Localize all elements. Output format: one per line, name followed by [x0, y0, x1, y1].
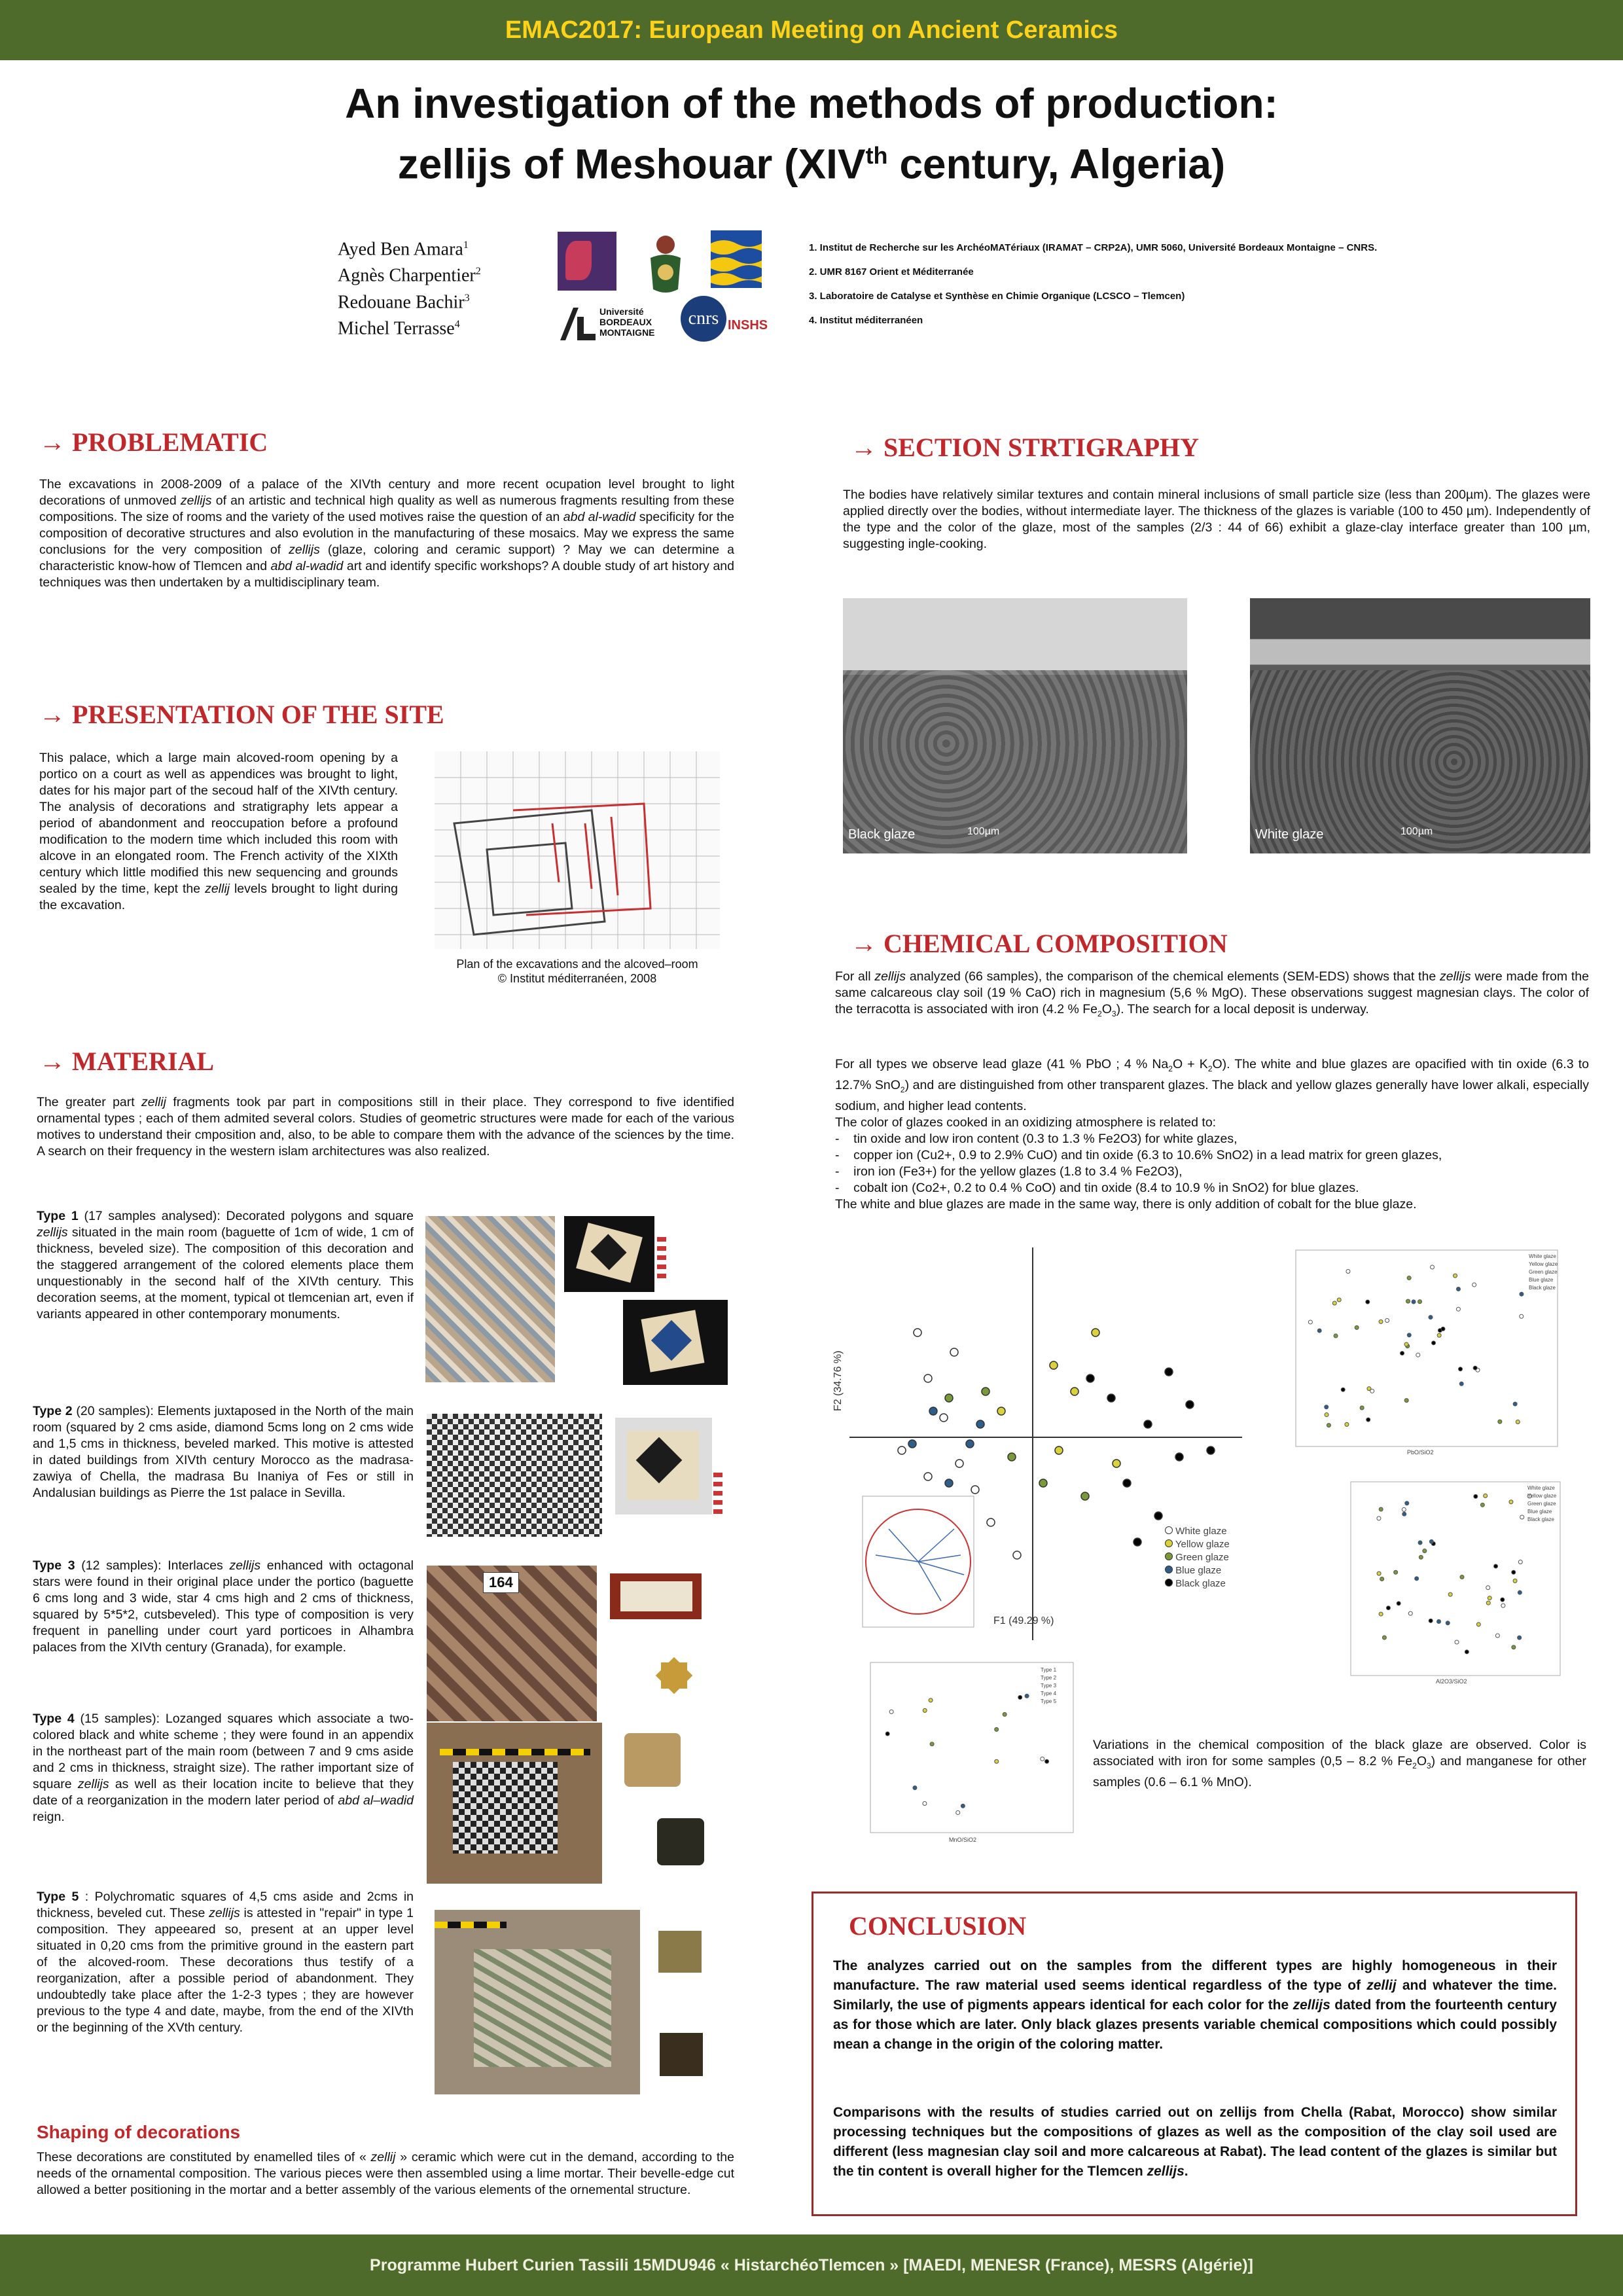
scatter-point [1366, 1418, 1370, 1422]
white-glaze-sem-image [1250, 598, 1590, 853]
scale-label: 100µm [1400, 826, 1433, 837]
title-line-2-a: zellijs of Meshouar (XIV [397, 140, 866, 188]
author: Redouane Bachir$^3$ [338, 291, 470, 312]
crest-logo [645, 232, 686, 297]
scatter-point [930, 1742, 934, 1746]
scatter-point [1355, 1325, 1359, 1329]
scatter-point [1498, 1420, 1502, 1424]
scatter-point [1018, 1695, 1022, 1699]
bordeaux-text: Université BORDEAUX MONTAIGNE [599, 306, 655, 338]
scatter-point [1516, 1420, 1520, 1424]
scatter-point [885, 1732, 889, 1736]
pca-point [950, 1348, 958, 1356]
bullet-item: - copper ion (Cu2+, 0.9 to 2.9% CuO) and tin oxide (6.3 to 10.6% SnO2) in a lead matrix for green glazes, [835, 1147, 1442, 1162]
pca-point [1165, 1368, 1173, 1376]
scatter-point [1317, 1329, 1321, 1333]
pca-point [929, 1407, 937, 1415]
bullet-item: - iron ion (Fe3+) for the yellow glazes (1.8 to 3.4 % Fe2O3), [835, 1164, 1183, 1179]
pca-point [987, 1518, 995, 1526]
scatter-point [1518, 1560, 1522, 1564]
bordeaux-montaigne-logo [558, 304, 670, 343]
scatter-point [1332, 1301, 1336, 1305]
scatter-point [1406, 1299, 1410, 1303]
affiliations [809, 242, 1594, 339]
pca-point [924, 1374, 932, 1382]
scatter-point [1405, 1501, 1409, 1505]
scatter-point [1484, 1494, 1488, 1498]
scatter-point [1509, 1500, 1513, 1504]
pca-point [1123, 1479, 1131, 1487]
scatter-point [1473, 1366, 1477, 1370]
scatter-point [1402, 1512, 1406, 1516]
bullet-item: - tin oxide and low iron content (0.3 to 1.3 % Fe2O3) for white glazes, [835, 1131, 1238, 1146]
title-line-1: An investigation of the methods of production: [345, 80, 1278, 127]
scatter-point [913, 1786, 917, 1790]
stratigraphy-heading: → SECTION STRTIGRAPHY [851, 433, 1200, 462]
type4-text: Type 4 (15 samples): Lozanged squares which associate a two-colored black and white scheme ; they were found in an appendix in the northeast part of the main room (between 7 and 9 cms aside and 2 cms in thickness, straight size). The rather important size of square zellijs as well as their location incite to believe that they date of a reorganization in the modern later period of abd al–wadid reign. [33, 1712, 414, 1824]
site-heading: → PRESENTATION OF THE SITE [39, 700, 444, 729]
scatter-point [1513, 1579, 1517, 1583]
type3-fragment-photo [610, 1573, 702, 1619]
pca-point [1107, 1394, 1115, 1402]
scatter-point [1366, 1300, 1370, 1304]
conclusion-p2: Comparisons with the results of studies carried out on zellijs from Chella (Rabat, Morocco) show similar processing techniques but the compositions of glazes as well as the composition of the clay soil used are different (less magnesian clay soil and more calcareous at Rabat). The lead content of the glazes is similar but the tin content is overall higher for the Tlemcen zellijs. [833, 2105, 1557, 2179]
scatter1-legend: White glaze Yellow glaze Green glaze Blue glaze Black glaze [1529, 1253, 1558, 1291]
pca-point [1071, 1388, 1079, 1395]
scatter-point [1520, 1515, 1524, 1519]
scatter-point [1379, 1319, 1383, 1323]
type5-text: Type 5 : Polychromatic squares of 4,5 cms aside and 2cms in thickness, beveled cut. These zellijs is attested in "repair" in type 1 composition. They appeeared so, present at an upper level situated in 0,20 cms from the primitive ground in the eastern part of the alcoved-room. These decorations thus testify of a reorganization, after a possible period of abandonment. They undoubtedly take place after the 1-2-3 types ; they are however previous to the type 4 and date, maybe, from the end of the XIVth or the beginning of the XVth century. [37, 1890, 414, 2035]
pca-legend [1165, 1525, 1230, 1590]
scatter-point [1480, 1503, 1484, 1507]
pca-point [924, 1473, 932, 1480]
scatter-point [1455, 1640, 1459, 1644]
scatter3-xlabel: MnO/SiO2 [949, 1837, 977, 1843]
type5-fragment-photo [652, 2026, 711, 2083]
title-sup: th [865, 142, 888, 169]
author: Agnès Charpentier$^2$ [338, 265, 481, 286]
black-glaze-sem-image [843, 598, 1187, 853]
problematic-heading: → PROBLEMATIC [39, 427, 268, 457]
scatter-point [995, 1727, 999, 1731]
authors-list [338, 234, 481, 340]
scatter-point [1407, 1333, 1411, 1337]
pca-point [1092, 1329, 1099, 1336]
scatter-point [1394, 1570, 1398, 1574]
scatter-point [1412, 1300, 1416, 1304]
scatter-point [1446, 1621, 1450, 1625]
chemical-heading: → CHEMICAL COMPOSITION [851, 929, 1228, 958]
scatter-point [1402, 1507, 1406, 1511]
type2-fragment-photo [615, 1418, 712, 1515]
scatter-point [1346, 1270, 1350, 1274]
scatter-point [1520, 1314, 1524, 1318]
pca-point [971, 1486, 979, 1494]
scatter-point [1441, 1327, 1445, 1331]
scatter-point [1045, 1759, 1049, 1763]
pca-point [982, 1388, 990, 1395]
bullet-list [835, 1131, 1589, 1196]
scatter-point [1423, 1549, 1427, 1553]
scatter-point [1415, 1577, 1419, 1581]
scatter-point [1476, 1623, 1480, 1626]
scatter-point [1385, 1319, 1389, 1323]
scatter-point [1416, 1353, 1420, 1357]
funding-footer-text: Programme Hubert Curien Tassili 15MDU946 « HistarchéoTlemcen » [MAEDI, MENESR (France), MESRS (Algérie)] [370, 2255, 1253, 2274]
pca-point [966, 1440, 974, 1448]
scatter-point [1382, 1636, 1386, 1640]
scatter-point [1345, 1422, 1349, 1426]
scatter-point [929, 1698, 933, 1702]
scatter-point [1486, 1601, 1490, 1605]
event-banner [0, 0, 1623, 60]
legend-item: Black glaze [1165, 1577, 1230, 1590]
legend-item: Green glaze [1165, 1551, 1230, 1564]
chemical-p1: For all zellijs analyzed (66 samples), the comparison of the chemical elements (SEM-EDS) shows that the zellijs were made from the same calcareous clay soil (19 % CaO) rich in magnesium (5,6 % MgO). These observations suggest magnesian clays. The color of the terracotta is associated with iron (4.2 % $Fe_2O_3$). The search for a local deposit is underway. [835, 969, 1589, 1018]
scatter-point [1460, 1575, 1464, 1579]
type4-fragment-photo [613, 1723, 694, 1797]
legend-item: Yellow glaze [1165, 1538, 1230, 1551]
pca-point [1086, 1374, 1094, 1382]
scatter-point [956, 1810, 960, 1814]
black-glaze-text: Variations in the chemical composition of the black glaze are observed. Color is associated with iron for some samples (0,5 – 8.2 % $Fe_2O_3$) and manganese for other samples (0.6 – 6.1 % MnO). [1093, 1738, 1587, 1789]
scatter-point [1325, 1405, 1329, 1409]
scale-bar [657, 1237, 666, 1283]
white-glaze-label: White glaze [1255, 827, 1324, 842]
bullet-item: - cobalt ion (Co2+, 0.2 to 0.4 % CoO) and tin oxide (8.4 to 10.9 % in SnO2) for blue glazes. [835, 1180, 1359, 1195]
scatter-na2o [1331, 1475, 1567, 1689]
scatter-point [1397, 1602, 1400, 1605]
affiliation: 1. Institut de Recherche sur les ArchéoMATériaux (IRAMAT – CRP2A), UMR 5060, Université Bordeaux Montaigne – CNRS. [809, 242, 1378, 253]
pca-point [955, 1460, 963, 1467]
scatter-point [1341, 1388, 1345, 1391]
scatter-point [1459, 1382, 1463, 1386]
pca-point [1050, 1361, 1058, 1369]
scatter3-legend: Type 1 Type 2 Type 3 Type 4 Type 5 [1041, 1667, 1057, 1704]
scatter-point [1419, 1555, 1423, 1559]
type2-text: Type 2 (20 samples): Elements juxtaposed in the North of the main room (squared by 2 cms aside, diamond 5cms long on 2 cms wide and 1,5 cms in thickness, beveled marked. This motive is attested in dated buildings from XIVth century Morocco as the madrasa-zawiya of Chella, the madrasa Bu Inaniya of Fes or still in Andalusian buildings as Pierre the 1st palace in Sevilla. [33, 1404, 414, 1500]
scatter-point [1404, 1399, 1408, 1403]
conclusion-box [812, 1892, 1577, 2216]
scatter-point [1429, 1619, 1433, 1623]
scale-label: 100µm [967, 826, 1000, 837]
pca-point [1133, 1538, 1141, 1546]
scatter2-xlabel: Al2O3/SiO2 [1436, 1678, 1467, 1685]
shaping-heading: Shaping of decorations [37, 2122, 241, 2142]
scatter-point [1327, 1424, 1330, 1427]
scatter-point [1334, 1334, 1338, 1338]
scatter-point [1474, 1494, 1478, 1498]
scatter-point [1386, 1606, 1390, 1610]
type1-fragment-photo [623, 1300, 728, 1385]
pca-ylabel: F2 (34.76 %) [832, 1350, 844, 1411]
pca-point [1081, 1492, 1089, 1500]
scatter-point [1003, 1712, 1007, 1716]
scatter-point [1429, 1316, 1433, 1319]
scatter-point [1418, 1541, 1422, 1545]
scatter-point [1494, 1564, 1498, 1568]
conclusion-p1: The analyzes carried out on the samples from the different types are highly homogeneous in their manufacture. The raw material used seems identical regardless of the type of zellij and whatever the time. Similarly, the use of pigments appears identical for each color for the zellijs dated from the fourteenth century as for those which are later. Only black glazes presents variable chemical compositions which could possibly mean a change in the origin of the coloring matter. [833, 1958, 1557, 2052]
sample-tag: 164 [483, 1572, 519, 1593]
scatter-point [1472, 1283, 1476, 1287]
material-heading: → MATERIAL [39, 1047, 215, 1076]
site-plan-image [435, 751, 720, 949]
scatter-point [1367, 1387, 1371, 1391]
type3-photo [427, 1566, 597, 1721]
scatter-point [1512, 1570, 1516, 1574]
type5-fragment-photo [652, 1924, 708, 1979]
scatter-point [1429, 1539, 1433, 1543]
cnrs-logo: cnrs [681, 296, 726, 342]
scatter-point [1025, 1694, 1029, 1698]
pca-point [914, 1329, 921, 1336]
type4-photo [427, 1723, 602, 1884]
type1-fragment-photo [564, 1216, 654, 1292]
scatter-point [1512, 1645, 1516, 1649]
author: Ayed Ben Amara$^1$ [338, 239, 469, 260]
scatter-point [1454, 1274, 1457, 1278]
legend-item: Blue glaze [1165, 1564, 1230, 1577]
affiliation: 4. Institut méditerranéen [809, 315, 923, 326]
scale-bar [713, 1473, 722, 1518]
scatter-point [1360, 1406, 1364, 1410]
orient-mediterranee-logo [558, 232, 616, 291]
scatter-point [1459, 1367, 1463, 1371]
scatter-point [1407, 1276, 1411, 1280]
chemical-p2: For all types we observe lead glaze (41 % PbO ; 4 % $Na_2O + K_2O$). The white and blue glazes are opacified with tin oxide (6.3 to 12.7% SnO$_2$) and are distinguished from other transparent glazes. The black and yellow glazes generally have lower alkali, especially sodium, and higher lead contents. The color of glazes cooked in an oxidizing atmosphere is related to: - tin oxide and low iron content (0.3 to 1.3 % Fe2O3) for white glazes, - copper ion (Cu2+, 0.9 to 2.9% CuO) and tin oxide (6.3 to 10.6% SnO2) in a lead matrix for green glazes, - iron ion (Fe3+) for the yellow glazes (1.8 to 3.4 % Fe2O3), - cobalt ion (Co2+, 0.2 to 0.4 % CoO) and tin oxide (8.4 to 10.9 % in SnO2) for blue glazes. The white and blue glazes are made in the same way, there is only addition of cobalt for the blue glaze. [835, 1057, 1589, 1211]
scatter-point [1437, 1620, 1441, 1624]
scatter2-legend: White glaze Yellow glaze Green glaze Blue glaze Black glaze [1527, 1485, 1557, 1522]
author: Michel Terrasse$^4$ [338, 318, 460, 339]
scatter-point [1456, 1287, 1460, 1291]
scatter1-xlabel: PbO/SiO2 [1407, 1449, 1434, 1456]
pca-point [1055, 1446, 1063, 1454]
scatter-point [1432, 1341, 1436, 1345]
pca-point [997, 1407, 1005, 1415]
title-line-2 [0, 130, 1623, 190]
pca-point [1186, 1401, 1194, 1408]
pca-point [1039, 1479, 1047, 1487]
scatter-point [1377, 1571, 1381, 1575]
scatter-point [1308, 1320, 1312, 1324]
tlemcen-logo [711, 230, 762, 288]
title-line-2-b: century, Algeria) [887, 140, 1226, 188]
scatter-point [923, 1708, 927, 1712]
poster-title [0, 77, 1623, 190]
scatter-point [1465, 1650, 1469, 1654]
shaping-text: These decorations are constituted by enamelled tiles of « zellij » ceramic which were cut in the demand, according to the needs of the ornamental composition. The various pieces were then assembled using a lime mortar. Their bevelle-edge cut allowed a better positioning in the mortar and a better assembly of the various elements of the ornemental structure. [37, 2150, 734, 2197]
pca-point [1113, 1460, 1120, 1467]
scatter-point [1041, 1757, 1044, 1761]
conclusion-heading: CONCLUSION [849, 1911, 1027, 1941]
type2-photo [427, 1414, 602, 1537]
pca-xlabel: F1 (49.29 %) [993, 1615, 1054, 1626]
scatter-point [1377, 1516, 1381, 1520]
pca-point [940, 1414, 948, 1422]
legend-item: White glaze [1165, 1525, 1230, 1538]
affiliation: 3. Laboratoire de Catalyse et Synthèse en Chimie Organique (LCSCO – Tlemcen) [809, 291, 1185, 302]
scatter-mno [844, 1656, 1086, 1852]
scatter-point [1456, 1307, 1460, 1311]
scatter-point [1513, 1402, 1517, 1406]
pca-point [1154, 1512, 1162, 1520]
chemical-p4: The white and blue glazes are made in the same way, there is only addition of cobalt for the blue glaze. [835, 1196, 1417, 1211]
event-banner-text: EMAC2017: European Meeting on Ancient Ceramics [505, 16, 1118, 44]
pca-point [908, 1440, 916, 1448]
pca-point [945, 1479, 953, 1487]
pca-point [1008, 1453, 1016, 1461]
scatter-point [1495, 1634, 1499, 1638]
site-text: This palace, which a large main alcoved-room opening by a portico on a court as well as appendices was brought to light, dates for his major part of the secoud half of the XIVth century. The analysis of decorations and stratigraphy lets appear a period of abandonment and reoccupation before a profound modification to the modern time which included this room with alcove in an elongated room. The French activity of the XIXth century which little modified this new sequencing and grounds sealed by the time, kept the zellij levels brought to light during the excavation. [39, 751, 398, 912]
pca-point [976, 1420, 984, 1428]
scatter-point [1379, 1507, 1383, 1511]
pca-chart [830, 1247, 1242, 1640]
scatter-point [1488, 1596, 1491, 1600]
scatter-point [1408, 1611, 1412, 1615]
stratigraphy-text: The bodies have relatively similar textures and contain mineral inclusions of small particle size (less than 200µm). The glazes were applied directly over the bodies, without intermediate layer. The thickness of the glazes is variable (100 to 450 µm). Independently of the type and the color of the glaze, most of the samples (2/3 : 44 of 66) exhibit a glaze-clay interface greater than 100 µm, suggesting ingle-cooking. [843, 488, 1590, 551]
scatter-point [1379, 1612, 1383, 1616]
funding-footer [0, 2234, 1623, 2296]
black-glaze-label: Black glaze [848, 827, 916, 842]
scatter-point [1404, 1342, 1408, 1346]
scatter-pbo [1276, 1244, 1564, 1460]
scatter-point [1501, 1598, 1505, 1602]
type5-photo [435, 1910, 640, 2094]
scatter-point [1518, 1590, 1522, 1594]
scatter-point [1448, 1592, 1452, 1596]
scatter-point [961, 1804, 965, 1808]
pca-point [898, 1446, 906, 1454]
type4-fragment-photo [648, 1809, 713, 1874]
scatter-point [1501, 1604, 1505, 1607]
affiliation: 2. UMR 8167 Orient et Méditerranée [809, 266, 974, 278]
site-plan-caption: Plan of the excavations and the alcoved–room © Institut méditerranéen, 2008 [456, 958, 698, 985]
scatter-point [1400, 1352, 1404, 1355]
scatter-point [1437, 1333, 1441, 1337]
type1-photo [425, 1216, 555, 1382]
inshs-logo: INSHS [728, 318, 768, 332]
pca-point [1207, 1446, 1215, 1454]
type1-text: Type 1 (17 samples analysed): Decorated polygons and square zellijs situated in the main room (baguette of 1cm of wide, 1 cm of thickness, beveled size). The composition of this decoration and the staggered arrangement of the colored elements place them unquestionably in the second half of the XIVth century. This decoration seems, at the moment, typical ot tlemcenian art, even if variants appeared in other contemporary monuments. [37, 1209, 414, 1321]
type3-star-photo [641, 1649, 707, 1702]
scatter-point [1337, 1298, 1341, 1302]
scatter-point [995, 1759, 999, 1763]
scatter-point [1431, 1265, 1435, 1269]
scatter-point [1418, 1300, 1422, 1304]
scatter-point [1520, 1292, 1524, 1296]
scatter-point [923, 1802, 927, 1806]
problematic-text: The excavations in 2008-2009 of a palace of the XIVth century and more recent ocupation level brought to light decorations of unmoved zellijs of an artistic and technical high quality as well as numerous fragments resulting from these compositions. The size of rooms and the variety of the used motives raise the question of an abd al-wadid specificity for the composition of decorative structures and also evolution in the manufacturing of these mosaics. May we express the same conclusions for the very composition of zellijs (glaze, coloring and ceramic support) ? May we can determine a characteristic know-how of Tlemcen and abd al-wadid art and identify specific workshops? A double study of art history and techniques was then undertaken by a multidisciplinary team. [39, 477, 735, 590]
scatter-point [1518, 1636, 1522, 1640]
type3-text: Type 3 (12 samples): Interlaces zellijs enhanced with octagonal stars were found in their original place under the portico (baguette 6 cms long and 3 wide, star 4 cms high and 2 cms of thickness, squared by 5*5*2, cutsbeveled). This type of composition is very frequent in panelling under court yard porticoes in Alhambra palaces from the XIVth century (Granada), for example. [33, 1558, 414, 1655]
scatter-point [1486, 1586, 1490, 1590]
material-intro: The greater part zellij fragments took par part in compositions still in their place. They correspond to five identified ornamental types ; each of them admited several colors. Studies of geometric structures were made for each of the various motives to understand their cmposition and, also, to be able to compare them with the advance of the sciences by the time. A search on their frequency in the western islam architectures was also realized. [37, 1095, 734, 1158]
pca-point [945, 1394, 953, 1402]
pca-point [1013, 1551, 1021, 1559]
scatter-point [1325, 1413, 1329, 1417]
scatter-point [889, 1710, 893, 1713]
pca-point [1144, 1420, 1152, 1428]
pca-point [1175, 1453, 1183, 1461]
chemical-p3: The color of glazes cooked in an oxidizing atmosphere is related to: [835, 1115, 1217, 1130]
scatter-point [1380, 1577, 1384, 1581]
